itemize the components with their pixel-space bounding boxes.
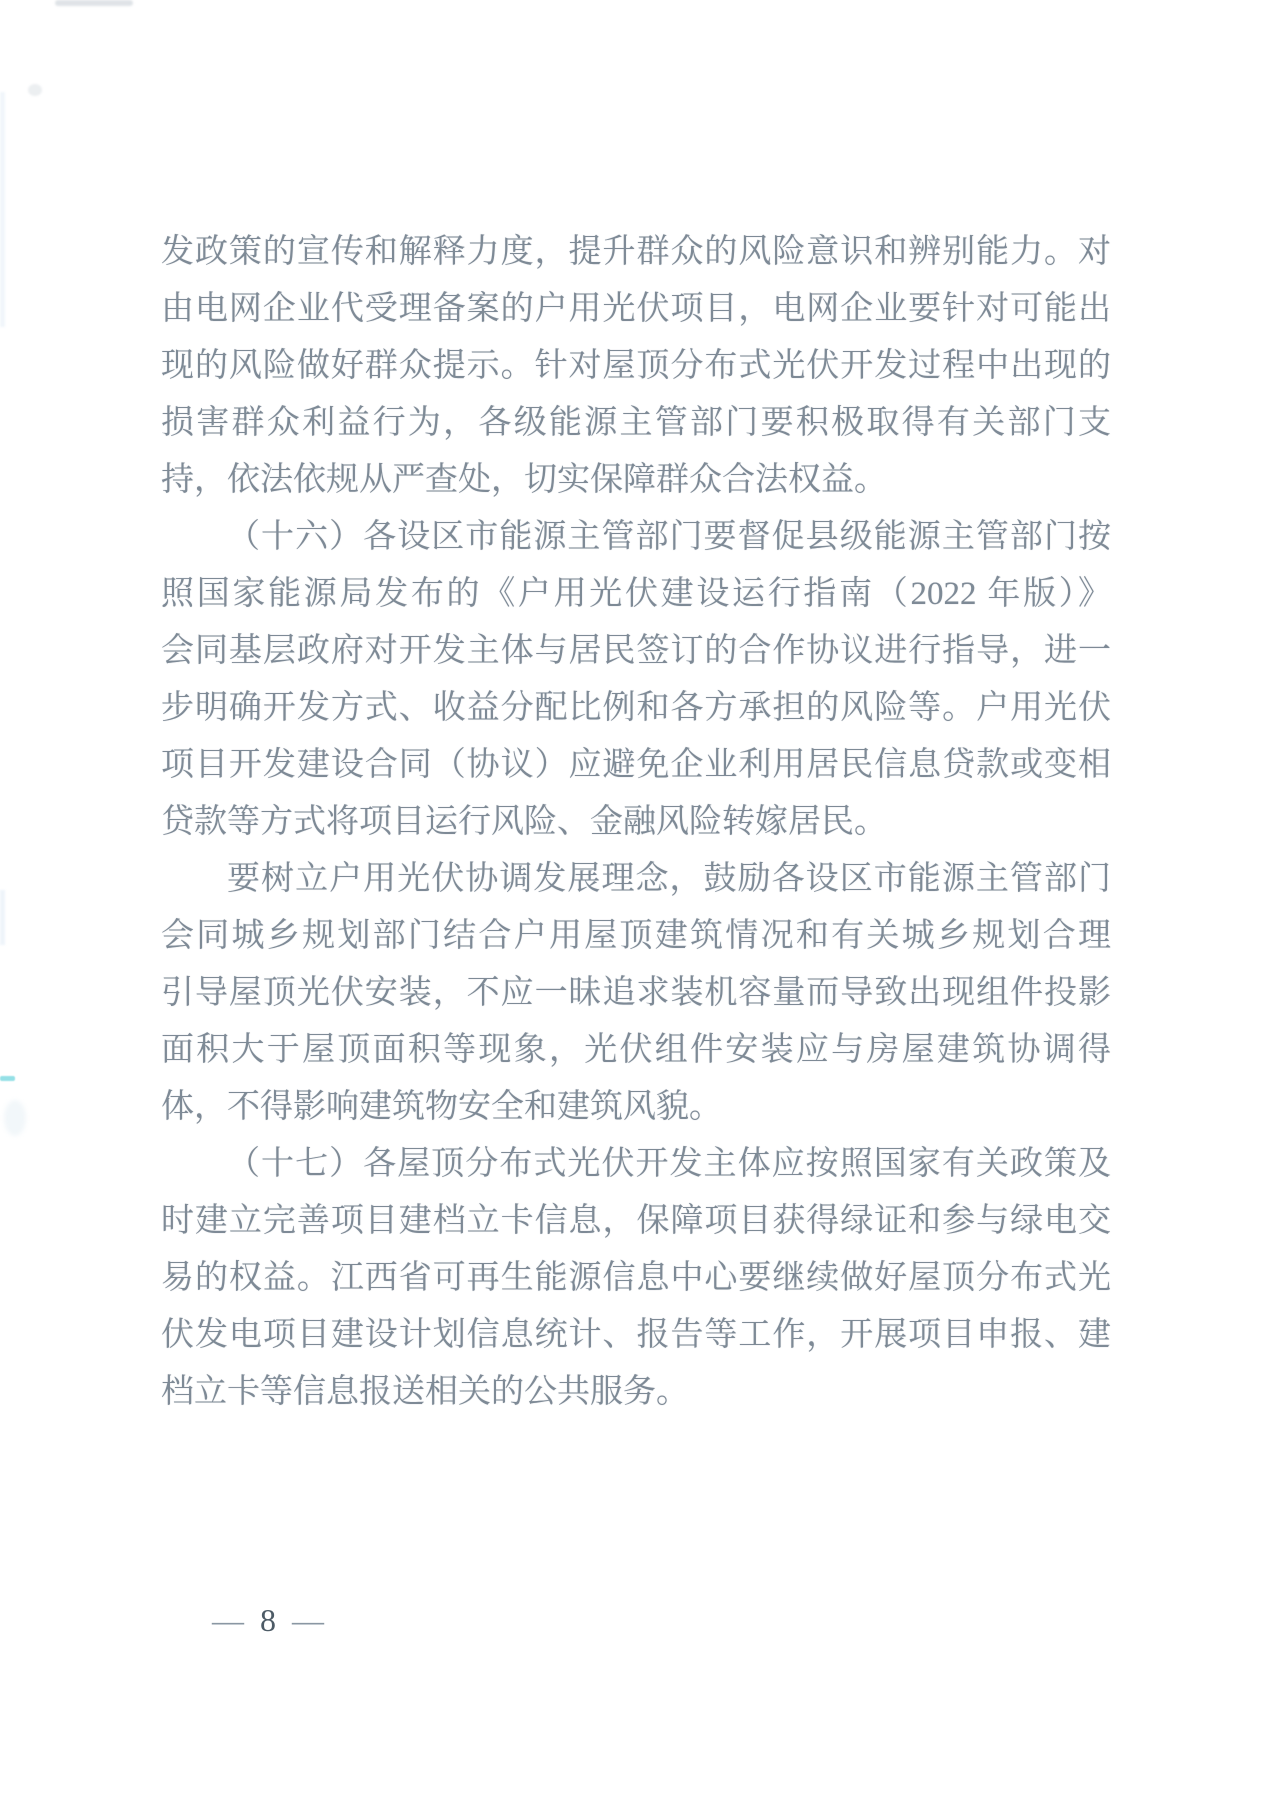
text-line: 发政策的宣传和解释力度，提升群众的风险意识和辨别能力。对	[161, 234, 1111, 270]
text-line: 要树立户用光伏协调发展理念，鼓励各设区市能源主管部门	[227, 861, 1111, 897]
page-number-dash-left: —	[212, 1602, 244, 1638]
scan-artifact	[55, 0, 133, 6]
text-line: 引导屋顶光伏安装，不应一昧追求装机容量而导致出现组件投影	[161, 975, 1111, 1011]
text-line: 时建立完善项目建档立卡信息，保障项目获得绿证和参与绿电交	[161, 1203, 1111, 1239]
text-line: 体，不得影响建筑物安全和建筑风貌。	[161, 1089, 722, 1125]
text-line: 会同城乡规划部门结合户用屋顶建筑情况和有关城乡规划合理	[161, 918, 1111, 954]
paragraph	[161, 509, 1111, 851]
scan-artifact	[4, 1100, 26, 1136]
page-number-value: 8	[260, 1602, 276, 1638]
text-line: 由电网企业代受理备案的户用光伏项目，电网企业要针对可能出	[161, 291, 1111, 327]
document-body	[161, 224, 1111, 1421]
scan-artifact	[28, 84, 42, 96]
paragraph	[161, 851, 1111, 1136]
text-line: 现的风险做好群众提示。针对屋顶分布式光伏开发过程中出现的	[161, 348, 1111, 384]
text-line: 步明确开发方式、收益分配比例和各方承担的风险等。户用光伏	[161, 690, 1111, 726]
scan-artifact	[0, 1076, 15, 1081]
text-line: 损害群众利益行为，各级能源主管部门要积极取得有关部门支	[161, 405, 1111, 441]
scan-artifact	[0, 890, 5, 945]
page-number	[212, 1600, 324, 1640]
page-number-dash-right: —	[292, 1602, 324, 1638]
text-line: 会同基层政府对开发主体与居民签订的合作协议进行指导，进一	[161, 633, 1111, 669]
text-line: 照国家能源局发布的《户用光伏建设运行指南（2022 年版）》	[161, 576, 1111, 612]
paragraph	[161, 224, 1111, 509]
paragraph	[161, 1136, 1111, 1421]
text-line: 持，依法依规从严查处，切实保障群众合法权益。	[161, 462, 887, 498]
text-line: （十六）各设区市能源主管部门要督促县级能源主管部门按	[227, 519, 1111, 555]
text-line: 面积大于屋顶面积等现象，光伏组件安装应与房屋建筑协调得	[161, 1032, 1111, 1068]
text-line: 易的权益。江西省可再生能源信息中心要继续做好屋顶分布式光	[161, 1260, 1111, 1296]
text-line: 档立卡等信息报送相关的公共服务。	[161, 1374, 689, 1410]
text-line: 伏发电项目建设计划信息统计、报告等工作，开展项目申报、建	[161, 1317, 1111, 1353]
scan-artifact	[0, 92, 5, 327]
text-line: 项目开发建设合同（协议）应避免企业利用居民信息贷款或变相	[161, 747, 1111, 783]
text-line: （十七）各屋顶分布式光伏开发主体应按照国家有关政策及	[227, 1146, 1111, 1182]
text-line: 贷款等方式将项目运行风险、金融风险转嫁居民。	[161, 804, 887, 840]
